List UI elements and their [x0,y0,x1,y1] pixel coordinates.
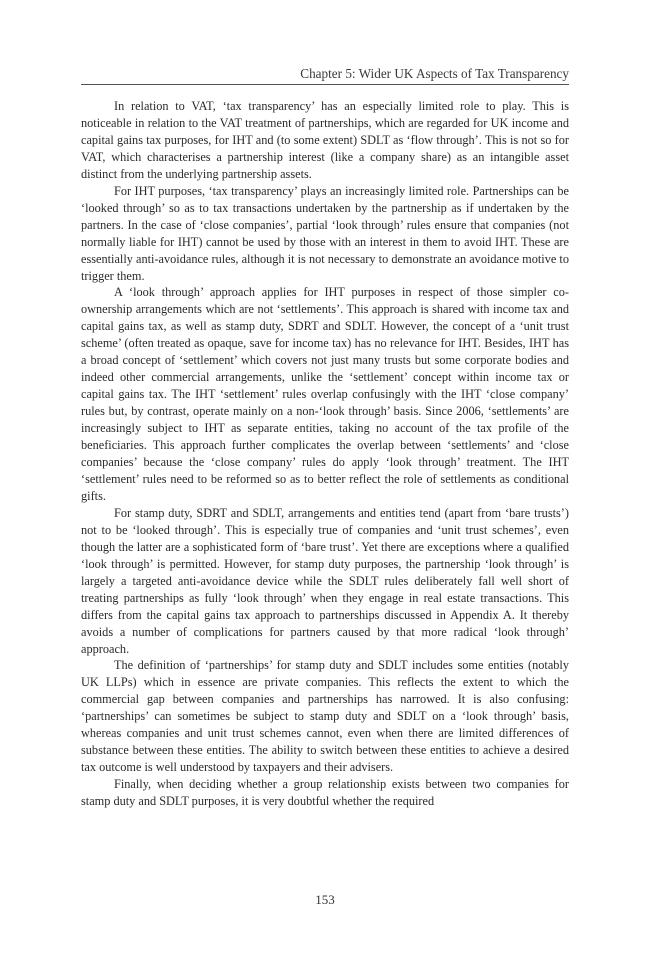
header-rule [81,84,569,85]
paragraph-partnership-definition: The definition of ‘partnerships’ for stamp duty and SDLT includes some entities (notably UK LLPs) which in essence are private companies. This reflects the extent to which the commercial gap between companies and partnerships has narrowed. It is also confusing: ‘partnerships’ can sometimes be subject to stamp duty and SDLT on a ‘look through’ basis, whereas companies and unit trust schemes cannot, even when there are limited differences of substance between these entities. The ability to switch between these entities to achieve a desired tax outcome is well understood by taxpayers and their advisers. [81,658,569,775]
paragraph-look-through-iht: A ‘look through’ approach applies for IHT purposes in respect of those simpler co-ownership arrangements which are not ‘settlements’. This approach is shared with income tax and capital gains tax, as well as stamp duty, SDRT and SDLT. However, the concept of a ‘unit trust scheme’ (often treated as opaque, save for income tax) has no relevance for IHT. Besides, IHT has a broad concept of ‘settlement’ which covers not just many trusts but some corporate bodies and indeed other commercial arrangements, unlike the ‘settlement’ concept within income tax or capital gains tax. The IHT ‘settlement’ rules overlap confusingly with the IHT ‘close company’ rules but, by contrast, operate mainly on a non-‘look through’ basis. Since 2006, ‘settlements’ are increasingly subject to IHT as separate entities, taking no account of the tax profile of the beneficiaries. This approach further complicates the overlap between ‘settlements’ and ‘close companies’ because the ‘close company’ rules do apply ‘look through’ treatment. The IHT ‘settlement’ rules need to be reformed so as to better reflect the role of settlements as conditional gifts. [81,285,569,503]
paragraph-stamp-duty: For stamp duty, SDRT and SDLT, arrangements and entities tend (apart from ‘bare trusts’) not to be ‘looked through’. This is especially true of companies and ‘unit trust schemes’, even though the latter are a sophisticated form of ‘bare trust’. Yet there are exceptions where a qualified ‘look through’ is permitted. However, for stamp duty purposes, the partnership ‘look through’ is largely a targeted anti-avoidance device while the SDLT rules deliberately fall well short of treating partnerships as fully ‘look through’ when they engage in real estate transactions. This differs from the capital gains tax approach to partnerships discussed in Appendix A. It thereby avoids a number of complications for partners caused by that more radical ‘look through’ approach. [81,505,569,656]
paragraph-group-relationship: Finally, when deciding whether a group relationship exists between two companies for stamp duty and SDLT purposes, it is very doubtful whether the required [81,777,569,809]
paragraph-iht-purposes: For IHT purposes, ‘tax transparency’ plays an increasingly limited role. Partnerships can be ‘looked through’ so as to tax transactions undertaken by the partnership as if undertaken by the partners. In the case of ‘close companies’, partial ‘look through’ rules ensure that companies (not normally liable for IHT) cannot be used by those with an interest in them to avoid IHT. These are essentially anti-avoidance rules, although it is not necessary to demonstrate an avoidance motive to trigger them. [81,183,569,283]
body-text [81,98,569,810]
paragraph-vat: In relation to VAT, ‘tax transparency’ has an especially limited role to play. This is noticeable in relation to the VAT treatment of partnerships, which are regarded for UK income and capital gains tax purposes, for IHT and (to some extent) SDLT as ‘flow through’. This is not so for VAT, which characterises a partnership interest (like a company share) as an intangible asset distinct from the underlying partnership assets. [81,99,569,181]
page-number: 153 [315,892,335,907]
running-head: Chapter 5: Wider UK Aspects of Tax Transparency [300,66,569,81]
